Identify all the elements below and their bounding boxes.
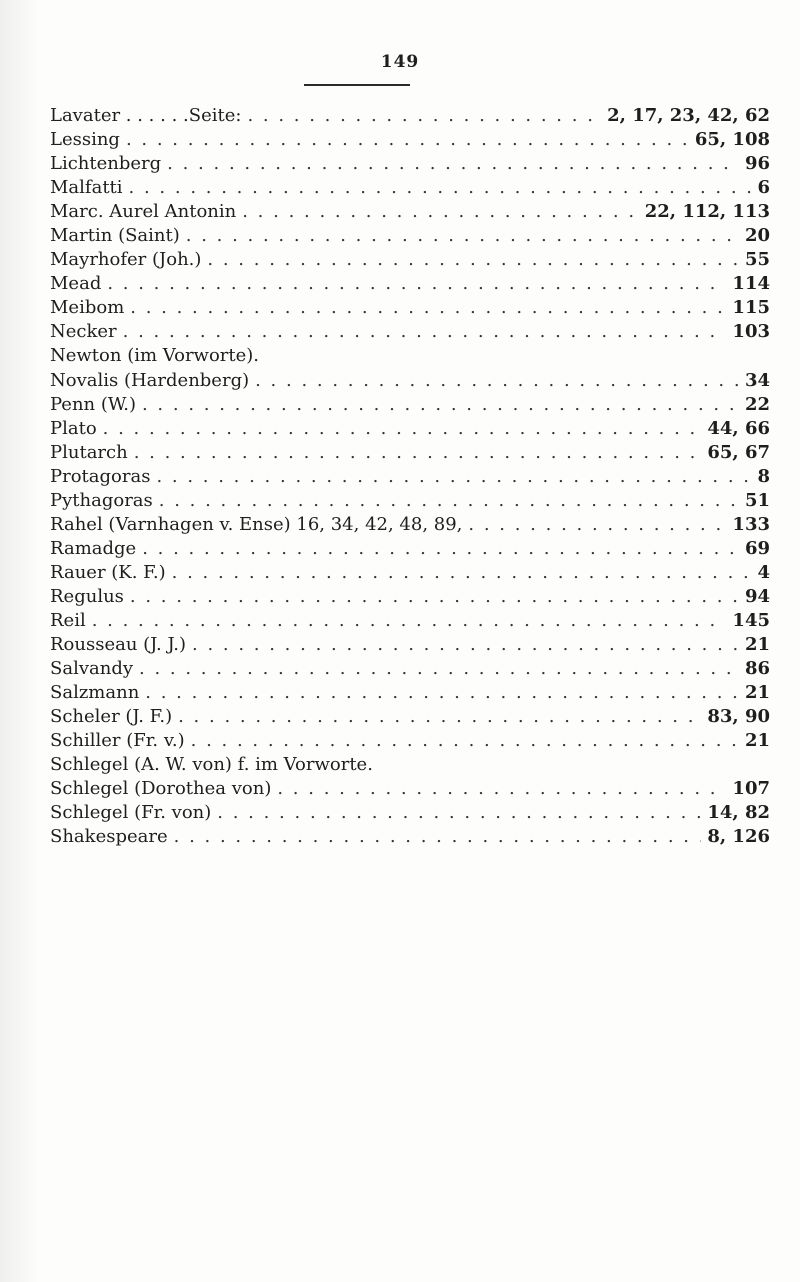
header-rule [304,84,410,86]
index-term: Marc. Aurel Antonin [50,201,237,223]
index-term: Lichtenberg [50,153,162,175]
dot-leader [255,369,739,393]
index-term: Reil [50,609,86,631]
index-page-refs: 6 [757,177,770,199]
dot-leader [129,176,752,200]
index-entry [50,344,770,368]
index-page-refs: 83, 90 [707,706,770,728]
index-entry [50,152,770,176]
dot-leader [142,393,739,417]
dot-leader [242,200,639,224]
index-entry [50,128,770,152]
dot-leader [103,417,702,441]
index-page-refs: 115 [732,297,770,319]
index-term: Shakespeare [50,826,168,848]
index-entry [50,753,770,777]
dot-leader [139,657,739,681]
index-entry [50,393,770,417]
index-page-refs: 44, 66 [707,417,770,439]
dot-leader [247,104,601,128]
index-page-refs: 69 [744,537,770,559]
index-entry [50,176,770,200]
index-entry [50,777,770,801]
index-term: Necker [50,321,117,343]
index-term: Schlegel (A. W. von) f. im Vorworte. [50,754,373,776]
index-entry [50,417,770,441]
index-term: Pythagoras [50,489,153,511]
index-term: Mayrhofer (Joh.) [50,249,202,271]
index-term: Lessing [50,129,120,151]
dot-leader [174,825,702,849]
index-page-refs: 65, 108 [694,129,770,151]
index-term: Meibom [50,297,125,319]
index-term: Newton (im Vorworte). [50,345,260,367]
dot-leader [186,224,739,248]
index-page-refs: 107 [732,778,770,800]
index-page-refs: 21 [744,634,770,656]
index-page-refs: 4 [757,561,770,583]
dot-leader [134,441,702,465]
index-page-refs: 20 [744,225,770,247]
dot-leader [126,128,689,152]
index-entry [50,537,770,561]
index-page-refs: 14, 82 [707,802,770,824]
dot-leader [142,537,739,561]
index-entry [50,681,770,705]
index-entry [50,825,770,849]
index-page-refs: 145 [732,609,770,631]
index-term: Regulus [50,585,124,607]
index-entry [50,609,770,633]
dot-leader [217,801,701,825]
dot-leader [277,777,726,801]
index-entry [50,705,770,729]
index-page-refs: 34 [744,369,770,391]
dot-leader [130,585,739,609]
dot-leader [207,248,739,272]
dot-leader [145,681,739,705]
page-number: 149 [380,52,420,72]
dot-leader [192,633,739,657]
scan-shadow [0,0,40,1282]
index-page-refs: 2, 17, 23, 42, 62 [607,105,770,126]
index-page-refs: 21 [744,730,770,752]
index-term: Rahel (Varnhagen v. Ense) 16, 34, 42, 48, 89, [50,513,463,535]
index-page-refs: 8, 126 [707,826,770,848]
name-index [50,104,770,849]
index-entry [50,441,770,465]
index-term: Ramadge [50,537,137,559]
index-term: Plato [50,417,97,439]
index-entry [50,585,770,609]
index-entry [50,561,770,585]
index-term: Mead [50,273,102,295]
index-entry [50,272,770,296]
index-entry [50,104,770,128]
index-page-refs: 21 [744,682,770,704]
index-term: Schlegel (Dorothea von) [50,778,272,800]
index-term: Salvandy [50,658,134,680]
index-term: Penn (W.) [50,393,136,415]
index-page-refs: 114 [732,273,770,295]
index-page-refs: 8 [757,465,770,487]
index-entry [50,633,770,657]
dot-leader [92,609,727,633]
dot-leader [107,272,726,296]
index-entry [50,489,770,513]
index-term: Rousseau (J. J.) [50,634,187,656]
index-term: Plutarch [50,441,128,463]
index-entry [50,657,770,681]
index-term: Schlegel (Fr. von) [50,802,212,824]
index-page-refs: 96 [744,153,770,175]
index-entry [50,801,770,825]
index-term: Novalis (Hardenberg) [50,369,250,391]
index-term: Schiller (Fr. v.) [50,730,185,752]
index-page-refs: 22, 112, 113 [644,201,770,223]
dot-leader [159,489,739,513]
index-page-refs: 103 [732,321,770,343]
index-term: Protagoras [50,465,151,487]
index-entry [50,200,770,224]
index-entry [50,296,770,320]
index-term: Martin (Saint) [50,225,180,247]
index-page-refs: 133 [732,513,770,535]
dot-leader [172,561,752,585]
dot-leader [167,152,739,176]
index-term: Scheler (J. F.) [50,706,173,728]
index-page-refs: 51 [744,489,770,511]
index-page-refs: 86 [744,658,770,680]
index-entry [50,224,770,248]
index-entry [50,369,770,393]
index-entry [50,248,770,272]
dot-leader [178,705,701,729]
index-page-refs: 55 [744,249,770,271]
index-page-refs: 65, 67 [707,441,770,463]
index-entry [50,513,770,537]
index-term: Rauer (K. F.) [50,561,166,583]
index-entry [50,320,770,344]
dot-leader [191,729,739,753]
index-term: Malfatti [50,177,123,199]
index-page-refs: 94 [744,585,770,607]
index-term: Lavater . . . . . .Seite: [50,105,242,126]
dot-leader [156,465,751,489]
dot-leader [130,296,726,320]
index-page-refs: 22 [744,393,770,415]
index-entry [50,465,770,489]
index-entry [50,729,770,753]
dot-leader [468,513,726,537]
index-term: Salzmann [50,682,140,704]
dot-leader [123,320,727,344]
